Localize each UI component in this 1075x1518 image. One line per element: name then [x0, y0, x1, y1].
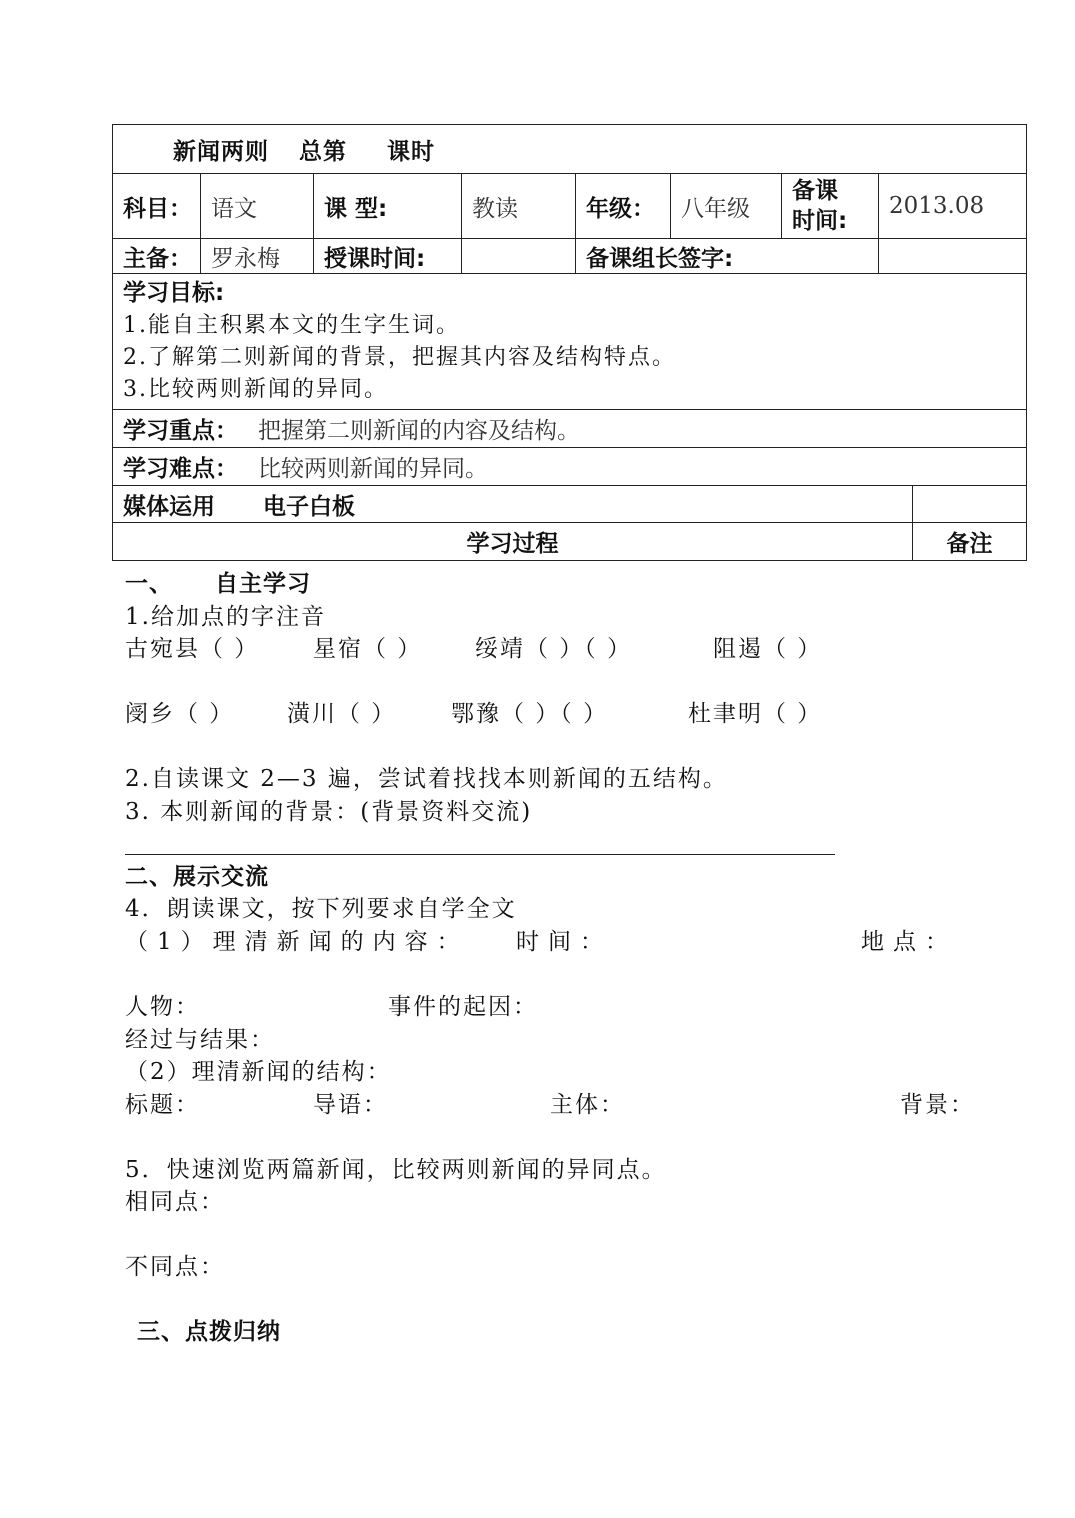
type-value: 教读 — [462, 174, 576, 239]
objective-item: 1.能自主积累本文的生字生词。 — [123, 313, 460, 338]
time-label: 时间： — [516, 929, 612, 955]
media-row — [113, 486, 913, 523]
teach-time-value — [462, 239, 576, 274]
lesson-total: 总第 — [299, 138, 347, 165]
media-notes-cell — [913, 486, 1027, 523]
prep-time-value: 2013.08 — [879, 174, 1027, 239]
focus-label: 学习重点： — [123, 418, 238, 444]
result-label: 经过与结果： — [125, 1027, 275, 1053]
pinyin-item: 阻遏（ ） — [713, 636, 823, 662]
section-2-heading: 二、展示交流 — [125, 864, 269, 890]
question-1: 1.给加点的字注音 — [125, 604, 326, 630]
person-label: 人物： — [125, 994, 200, 1020]
structure-prompt: （2）理清新闻的结构： — [125, 1059, 392, 1085]
question-3: 3. 本则新闻的背景：(背景资料交流) — [125, 799, 533, 825]
question-4: 4．朗读课文，按下列要求自学全文 — [125, 896, 517, 922]
title-label: 标题： — [125, 1092, 200, 1118]
content-prompt: （1）理清新闻的内容： — [125, 929, 469, 955]
teach-time-label: 授课时间: — [314, 239, 462, 274]
lead-label: 导语： — [313, 1092, 388, 1118]
process-label: 学习过程 — [113, 523, 913, 561]
pinyin-item: 绥靖（ ）（ ） — [475, 636, 633, 662]
section-1-title: 自主学习 — [215, 571, 311, 597]
similarities-label: 相同点： — [125, 1189, 225, 1215]
subject-value: 语文 — [201, 174, 314, 239]
focus-text: 把握第二则新闻的内容及结构。 — [258, 418, 580, 444]
difficulty-row — [113, 448, 1027, 486]
background-label: 背景： — [900, 1092, 975, 1118]
differences-label: 不同点： — [125, 1254, 225, 1280]
main-body-label: 主体： — [550, 1092, 625, 1118]
objectives-label: 学习目标: — [123, 280, 225, 306]
pinyin-item: 杜聿明（ ） — [688, 701, 823, 727]
leader-sign-label: 备课组长签字: — [576, 239, 879, 274]
media-text: 电子白板 — [263, 493, 355, 520]
pinyin-item: 星宿（ ） — [313, 636, 423, 662]
pinyin-item: 阌乡（ ） — [125, 701, 235, 727]
section-1-number: 一、 — [125, 571, 173, 597]
pinyin-item: 潢川（ ） — [287, 701, 397, 727]
prep-time-label-1: 备课 — [792, 178, 838, 204]
objective-item: 3.比较两则新闻的异同。 — [123, 377, 388, 402]
lesson-title-row — [113, 125, 1027, 174]
lesson-plan-table — [112, 124, 1027, 561]
grade-label: 年级： — [576, 174, 671, 239]
author-label: 主备： — [113, 239, 201, 274]
subject-label: 科目： — [113, 174, 201, 239]
difficulty-label: 学习难点： — [123, 456, 238, 482]
section-1-heading — [125, 569, 311, 599]
place-label: 地点： — [861, 929, 957, 955]
difficulty-text: 比较两则新闻的异同。 — [258, 456, 488, 482]
question-2: 2.自读课文 2—3 遍，尝试着找找本则新闻的五结构。 — [125, 766, 728, 792]
lesson-title: 新闻两则 — [173, 138, 269, 165]
focus-row — [113, 410, 1027, 448]
pinyin-item: 鄂豫（ ）（ ） — [451, 701, 609, 727]
section-3-heading: 三、点拨归纳 — [137, 1319, 281, 1345]
prep-time-label — [782, 174, 879, 239]
prep-time-label-2: 时间: — [792, 208, 848, 234]
divider-line — [125, 854, 835, 855]
notes-label: 备注 — [913, 523, 1027, 561]
lesson-period: 课时 — [387, 138, 435, 165]
type-label: 课 型: — [314, 174, 462, 239]
author-value: 罗永梅 — [201, 239, 314, 274]
pinyin-item: 古宛县（ ） — [125, 636, 260, 662]
objective-item: 2.了解第二则新闻的背景，把握其内容及结构特点。 — [123, 345, 676, 370]
leader-sign-value — [879, 239, 1027, 274]
question-5: 5．快速浏览两篇新闻，比较两则新闻的异同点。 — [125, 1157, 667, 1183]
media-label: 媒体运用 — [123, 493, 215, 520]
cause-label: 事件的起因： — [388, 994, 538, 1020]
objectives-cell — [113, 274, 1027, 410]
grade-value: 八年级 — [671, 174, 782, 239]
